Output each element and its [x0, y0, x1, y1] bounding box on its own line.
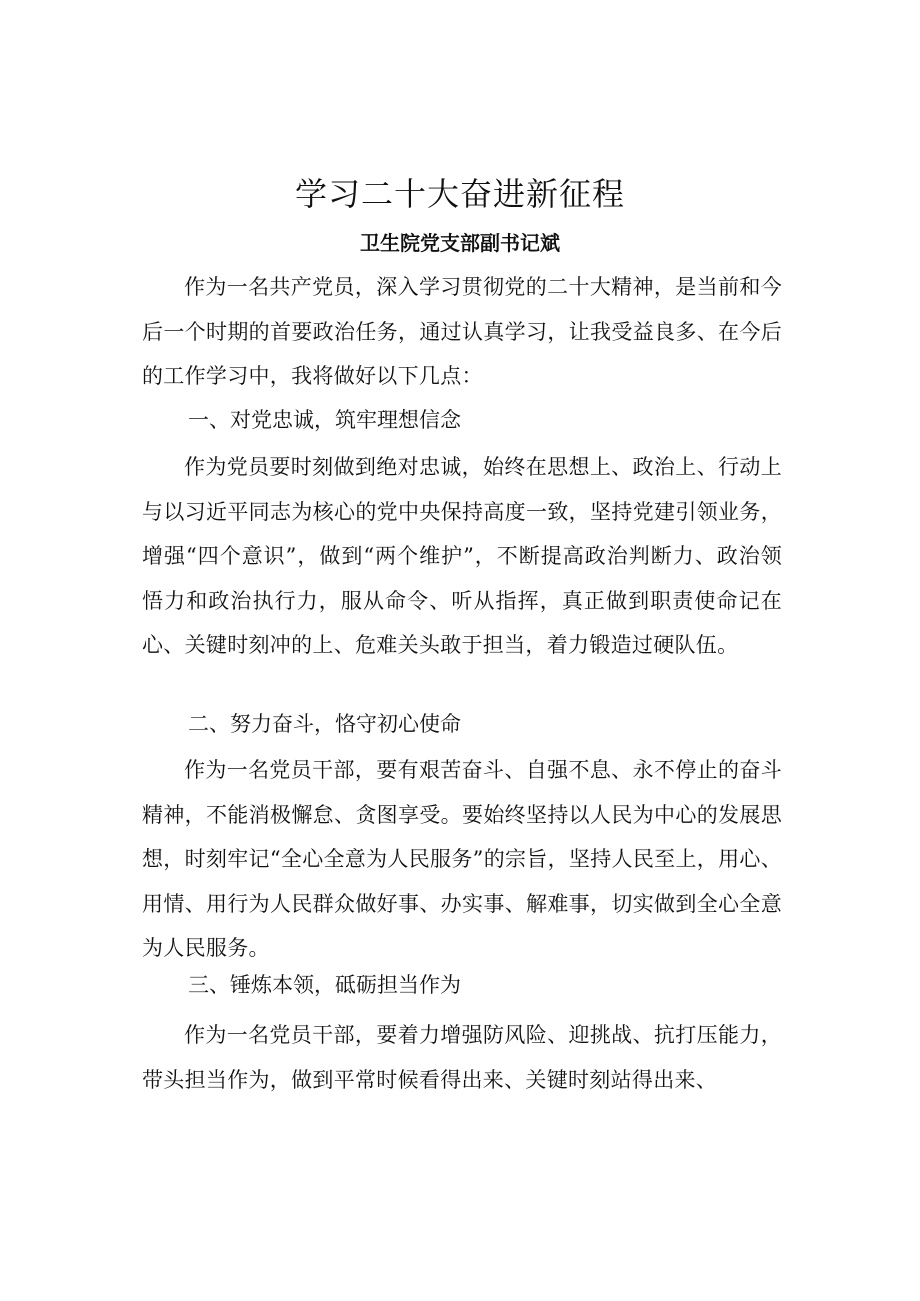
- intro-paragraph: 作为一名共产党员，深入学习贯彻党的二十大精神，是当前和今后一个时期的首要政治任务，通过认真学习，让我受益良多、在今后的工作学习中，我将做好以下几点：: [142, 275, 782, 388]
- document-author: 卫生院党支部副书记斌: [360, 231, 560, 255]
- section-heading-1: 一、对党忠诚，筑牢理想信念: [188, 408, 461, 432]
- section-heading-3: 三、锤炼本领，砥砺担当作为: [188, 973, 461, 997]
- section-body-1: 作为党员要时刻做到绝对忠诚，始终在思想上、政治上、行动上与以习近平同志为核心的党中央保持高度一致，坚持党建引领业务，增强“四个意识”，做到“两个维护”，不断提高政治判断力、政治领悟力和政治执行力，服从命令、听从指挥，真正做到职责使命记在心、关键时刻冲的上、危难关头敢于担当，着力锻造过硬队伍。: [142, 455, 782, 657]
- section-body-2: 作为一名党员干部，要有艰苦奋斗、自强不息、永不停止的奋斗精神，不能消极懈怠、贪图享受。要始终坚持以人民为中心的发展思想，时刻牢记“全心全意为人民服务”的宗旨，坚持人民至上，用心、用情、用行为人民群众做好事、办实事、解难事，切实做到全心全意为人民服务。: [142, 758, 782, 960]
- document-title: 学习二十大奋进新征程: [294, 175, 625, 213]
- section-heading-2: 二、努力奋斗，恪守初心使命: [188, 712, 461, 736]
- section-body-3: 作为一名党员干部，要着力增强防风险、迎挑战、抗打压能力，带头担当作为，做到平常时候看得出来、关键时刻站得出来、: [142, 1023, 782, 1092]
